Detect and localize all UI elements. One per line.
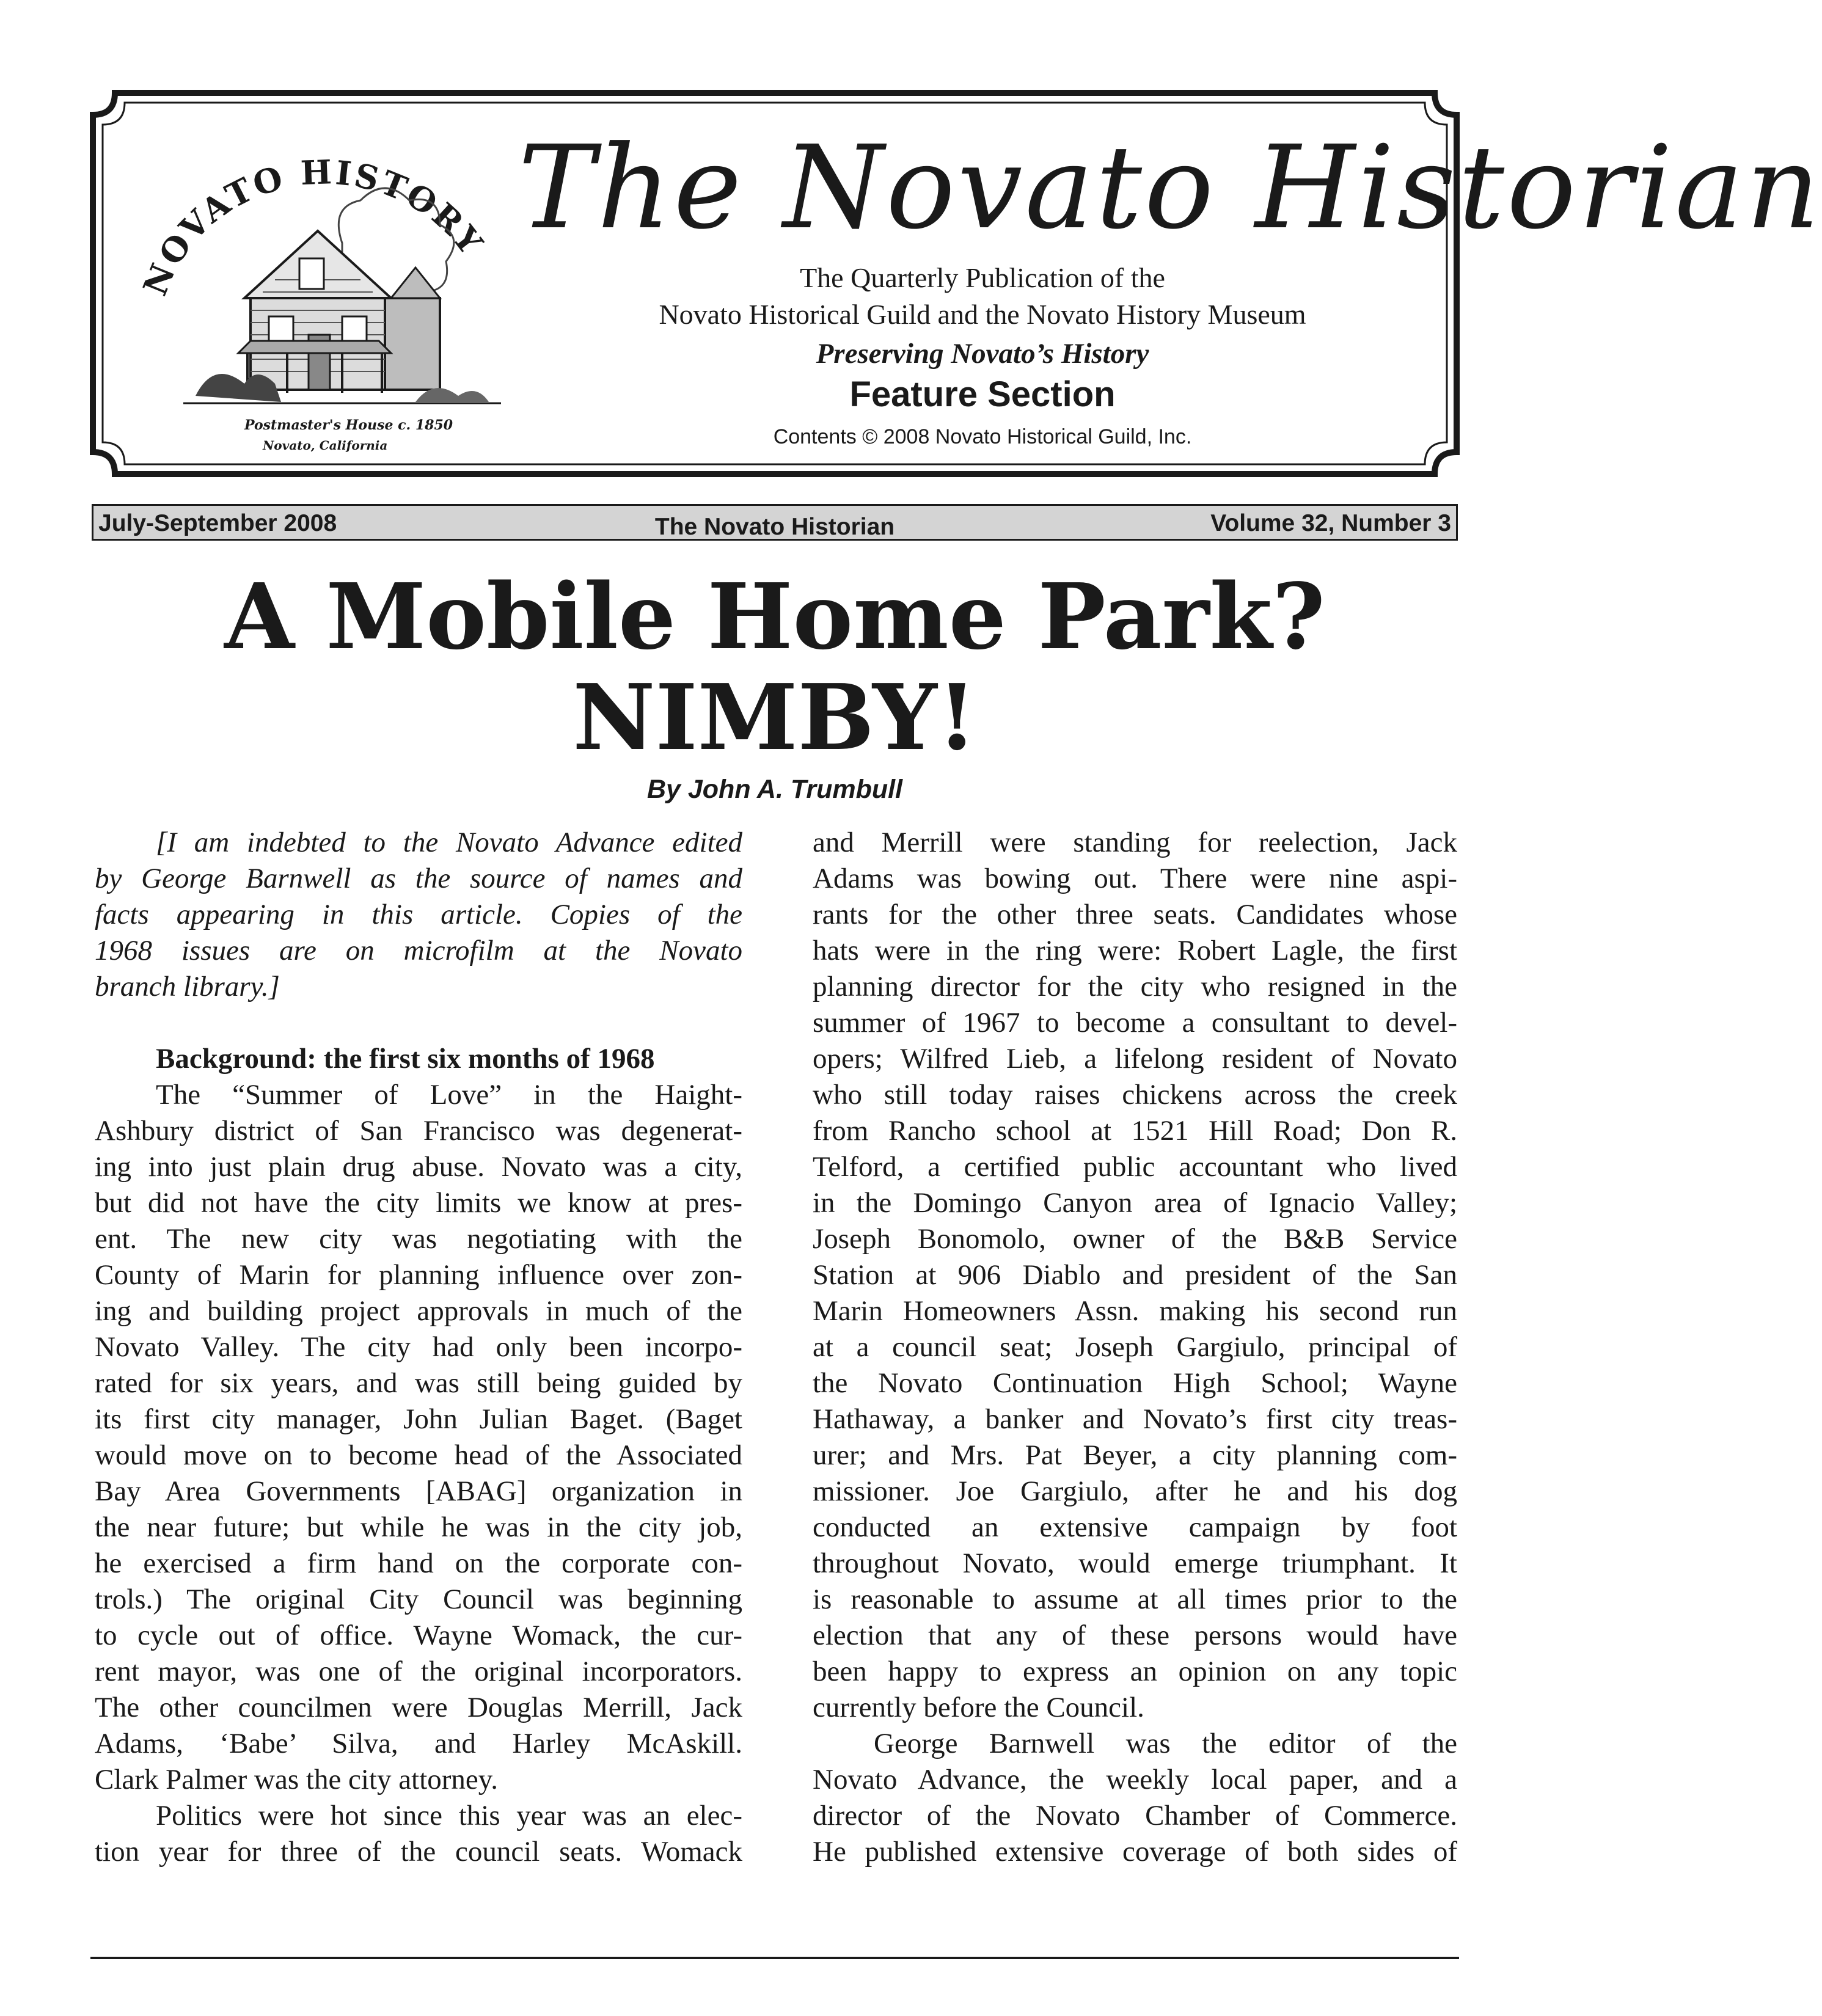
text-line: election that any of these persons would have [813, 1620, 1457, 1651]
text-line: in the Domingo Canyon area of Ignacio Valley; [813, 1187, 1457, 1219]
text-line: he exercised a firm hand on the corporate con- [95, 1547, 742, 1579]
text-line: 1968 issues are on microfilm at the Novato [95, 935, 742, 966]
text-line: but did not have the city limits we know at pres- [95, 1187, 742, 1219]
bottom-rule [90, 1957, 1459, 1959]
text-line: planning director for the city who resigned in the [813, 971, 1457, 1003]
text-line: trols.) The original City Council was beginning [95, 1583, 742, 1615]
headline-line-1: A Mobile Home Park? [224, 563, 1325, 670]
text-line: at a council seat; Joseph Gargiulo, principal of [813, 1331, 1457, 1363]
text-line: Novato Valley. The city had only been incorpo- [95, 1331, 742, 1363]
postmasters-house-drawing [122, 115, 538, 457]
text-line: ing and building project approvals in much of the [95, 1295, 742, 1327]
text-line: from Rancho school at 1521 Hill Road; Don R. [813, 1115, 1457, 1147]
text-line: by George Barnwell as the source of names and [95, 863, 742, 894]
text-line: director of the Novato Chamber of Commerce. [813, 1800, 1457, 1832]
text-line: Clark Palmer was the city attorney. [95, 1764, 498, 1795]
text-line: Novato Advance, the weekly local paper, and a [813, 1764, 1457, 1795]
text-line: Joseph Bonomolo, owner of the B&B Service [813, 1223, 1457, 1255]
text-line: throughout Novato, would emerge triumphant. It [813, 1547, 1457, 1579]
text-line: the near future; but while he was in the city job, [95, 1511, 742, 1543]
text-line: ing into just plain drug abuse. Novato was a city, [95, 1151, 742, 1183]
motto: Preserving Novato’s History [816, 338, 1149, 370]
text-line: the Novato Continuation High School; Wayne [813, 1367, 1457, 1399]
section-heading: Background: the first six months of 1968 [156, 1043, 655, 1075]
text-line: tion year for three of the council seats. Womack [95, 1836, 742, 1868]
text-line: He published extensive coverage of both sides of [813, 1836, 1457, 1868]
text-line: Ashbury district of San Francisco was degenerat- [95, 1115, 742, 1147]
text-line: [I am indebted to the Novato Advance edited [156, 827, 742, 858]
publication-title: The Novato Historian [518, 121, 1822, 255]
text-line: Politics were hot since this year was an elec- [156, 1800, 742, 1832]
running-title: The Novato Historian [654, 514, 895, 540]
article-column-1 [95, 825, 742, 1870]
text-line: opers; Wilfred Lieb, a lifelong resident of Novato [813, 1043, 1457, 1075]
text-line: ent. The new city was negotiating with the [95, 1223, 742, 1255]
text-line: Hathaway, a banker and Novato’s first city treas- [813, 1403, 1457, 1435]
issue-date: July-September 2008 [98, 510, 337, 536]
text-line: George Barnwell was the editor of the [874, 1728, 1457, 1759]
text-line: Bay Area Governments [ABAG] organization in [95, 1475, 742, 1507]
copyright-notice: Contents © 2008 Novato Historical Guild, Inc. [773, 425, 1192, 448]
text-line: summer of 1967 to become a consultant to devel- [813, 1007, 1457, 1039]
text-line: Telford, a certified public accountant who lived [813, 1151, 1457, 1183]
subtitle-line-2: Novato Historical Guild and the Novato History Museum [659, 299, 1306, 330]
text-line: County of Marin for planning influence over zon- [95, 1259, 742, 1291]
text-line: would move on to become head of the Associated [95, 1439, 742, 1471]
issue-info-bar [92, 504, 1458, 541]
text-line: is reasonable to assume at all times prior to the [813, 1583, 1457, 1615]
logo-arc-text: NOVATO HISTORY [135, 152, 492, 301]
text-line: rated for six years, and was still being guided by [95, 1367, 742, 1399]
text-line: hats were in the ring were: Robert Lagle, the first [813, 935, 1457, 966]
logo-caption-1: Postmaster's House c. 1850 [244, 417, 453, 433]
text-line: Marin Homeowners Assn. making his second run [813, 1295, 1457, 1327]
text-line: and Merrill were standing for reelection, Jack [813, 827, 1457, 858]
logo-caption-2: Novato, California [263, 438, 388, 453]
text-line: its first city manager, John Julian Baget. (Baget [95, 1403, 742, 1435]
text-line: The other councilmen were Douglas Merrill, Jack [95, 1692, 742, 1723]
headline-line-2: NIMBY! [573, 664, 977, 770]
article-column-2 [813, 825, 1457, 1870]
subtitle-line-1: The Quarterly Publication of the [800, 262, 1165, 293]
text-line: conducted an extensive campaign by foot [813, 1511, 1457, 1543]
masthead [90, 90, 1822, 477]
paragraph-gap [95, 1005, 742, 1041]
text-line: been happy to express an opinion on any topic [813, 1656, 1457, 1687]
volume-number: Volume 32, Number 3 [1210, 510, 1451, 536]
text-line: missioner. Joe Gargiulo, after he and his dog [813, 1475, 1457, 1507]
byline: By John A. Trumbull [646, 775, 903, 804]
text-line: Station at 906 Diablo and president of the San [813, 1259, 1457, 1291]
museum-logo [122, 115, 538, 457]
text-line: rent mayor, was one of the original incorporators. [95, 1656, 742, 1687]
text-line: urer; and Mrs. Pat Beyer, a city planning com- [813, 1439, 1457, 1471]
text-line: to cycle out of office. Wayne Womack, the cur- [95, 1620, 742, 1651]
text-line: Adams, ‘Babe’ Silva, and Harley McAskill. [95, 1728, 742, 1759]
text-line: branch library.] [95, 971, 280, 1003]
text-line: facts appearing in this article. Copies of the [95, 899, 742, 930]
section-label: Feature Section [849, 374, 1116, 414]
text-line: The “Summer of Love” in the Haight- [156, 1079, 742, 1111]
text-line: Adams was bowing out. There were nine aspi- [813, 863, 1457, 894]
text-line: rants for the other three seats. Candidates whose [813, 899, 1457, 930]
text-line: currently before the Council. [813, 1692, 1144, 1723]
text-line: who still today raises chickens across the creek [813, 1079, 1457, 1111]
